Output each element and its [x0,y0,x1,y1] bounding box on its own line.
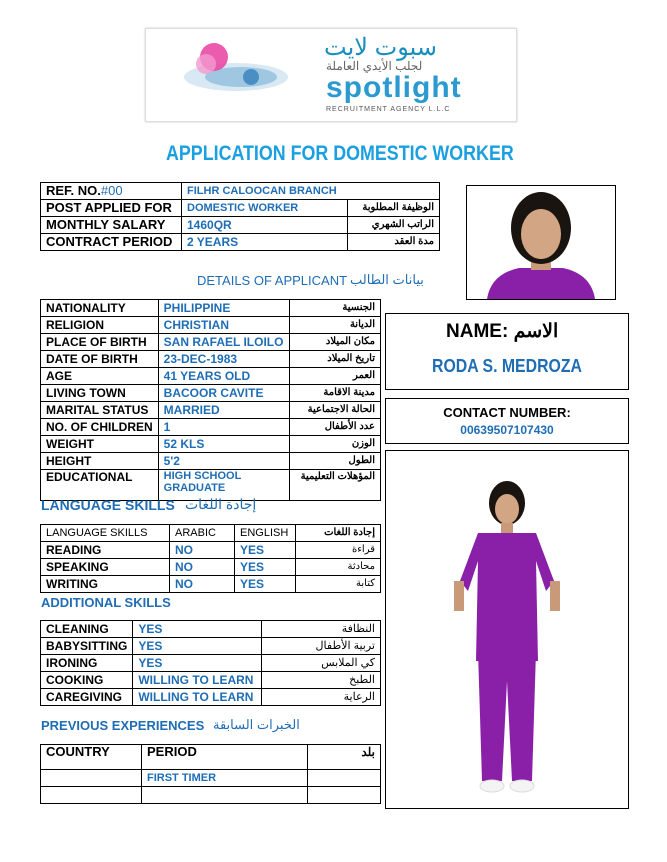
detail-row [41,385,381,402]
detail-row [41,317,381,334]
lang-arabic: NO [170,576,235,593]
add-value: WILLING TO LEARN [133,672,262,689]
lang-arabic: NO [170,559,235,576]
detail-ar: تاريخ الميلاد [289,351,380,368]
add-label: CAREGIVING [41,689,133,706]
lang-label: WRITING [41,576,170,593]
contact-label: CONTACT NUMBER: [443,405,571,420]
logo-tagline: RECRUITMENT AGENCY L.L.C [326,106,451,113]
exp-country-ar: بلد [308,745,381,770]
exp-period-label: PERIOD [142,745,308,770]
detail-ar: الوزن [289,436,380,453]
detail-row [41,436,381,453]
full-body-photo [385,450,629,809]
branch-value: FILHR CALOOCAN BRANCH [182,183,440,200]
exp-row-ar-2 [308,787,381,804]
lang-english: YES [235,576,296,593]
additional-row [41,621,381,638]
detail-row [41,419,381,436]
additional-row [41,655,381,672]
salary-value: 1460QR [182,217,348,234]
exp-row-country-2 [41,787,142,804]
detail-label: DATE OF BIRTH [41,351,159,368]
lang-ar: محادثة [296,559,381,576]
detail-ar: الطول [289,453,380,470]
detail-label: AGE [41,368,159,385]
lang-label: READING [41,542,170,559]
detail-value: SAN RAFAEL ILOILO [158,334,289,351]
post-value: DOMESTIC WORKER [182,200,348,217]
detail-label: WEIGHT [41,436,159,453]
detail-label: HEIGHT [41,453,159,470]
logo-arabic-subtext: لجلب الأيدي العاملة [326,59,423,73]
detail-value: MARRIED [158,402,289,419]
experience-heading-ar: الخبرات السابقة [213,717,300,732]
lang-header-arabic: ARABIC [170,525,235,542]
lang-header-ar: إجادة اللغات [296,525,381,542]
add-ar: الرعاية [262,689,381,706]
exp-row-period-2 [142,787,308,804]
lang-english: YES [235,542,296,559]
additional-heading: ADDITIONAL SKILLS [41,595,171,610]
detail-ar: الحالة الاجتماعية [289,402,380,419]
ref-label: REF. NO. [46,183,101,198]
detail-value: 52 KLS [158,436,289,453]
detail-value: CHRISTIAN [158,317,289,334]
language-heading-ar: إجادة اللغات [185,496,257,512]
applicant-name: RODA S. MEDROZA [432,356,582,376]
post-ar: الوظيفة المطلوبة [348,200,440,217]
experience-table [40,744,381,804]
detail-ar: العمر [289,368,380,385]
add-label: COOKING [41,672,133,689]
detail-label: PLACE OF BIRTH [41,334,159,351]
detail-ar: مدينة الاقامة [289,385,380,402]
detail-label: RELIGION [41,317,159,334]
educational-label: EDUCATIONAL [41,470,159,501]
name-box [385,313,629,390]
add-ar: النظافة [262,621,381,638]
detail-row [41,334,381,351]
detail-row [41,368,381,385]
exp-row-period: FIRST TIMER [142,770,308,787]
logo-arabic-text: سبوت لايت [324,34,437,61]
additional-row [41,689,381,706]
details-heading-ar: بيانات الطالب [350,272,424,287]
logo-brand-text: spotlight [326,71,462,104]
add-label: BABYSITTING [41,638,133,655]
educational-ar: المؤهلات التعليمية [289,470,380,501]
full-body-image [386,451,628,808]
logo-box [145,28,517,122]
experience-heading: PREVIOUS EXPERIENCES [41,718,205,733]
lang-label: SPEAKING [41,559,170,576]
portrait-photo [466,185,616,300]
page-title: APPLICATION FOR DOMESTIC WORKER [166,142,514,165]
additional-table [40,620,381,706]
contact-value: 00639507107430 [460,423,554,437]
exp-row-country [41,770,142,787]
salary-label: MONTHLY SALARY [41,217,182,234]
name-label-ar: الاسم [513,321,559,342]
contact-box [385,398,629,444]
add-label: CLEANING [41,621,133,638]
add-value: YES [133,621,262,638]
additional-row [41,638,381,655]
lang-ar: قراءة [296,542,381,559]
post-label: POST APPLIED FOR [41,200,182,217]
detail-row [41,453,381,470]
additional-row [41,672,381,689]
salary-ar: الراتب الشهري [348,217,440,234]
add-ar: الطبخ [262,672,381,689]
details-heading: DETAILS OF APPLICANT [197,273,348,288]
logo-emblem-icon [166,39,296,109]
language-table [40,524,381,593]
contract-value: 2 YEARS [182,234,348,251]
details-table [40,299,381,501]
top-info-table [40,182,440,251]
language-row [41,576,381,593]
detail-value: 1 [158,419,289,436]
lang-header-english: ENGLISH [235,525,296,542]
contract-label: CONTRACT PERIOD [41,234,182,251]
educational-value: HIGH SCHOOL GRADUATE [158,470,289,501]
detail-label: LIVING TOWN [41,385,159,402]
lang-english: YES [235,559,296,576]
contract-ar: مدة العقد [348,234,440,251]
portrait-image [467,186,615,299]
exp-country-label: COUNTRY [41,745,142,770]
ref-value: #00 [100,183,123,198]
detail-row [41,300,381,317]
detail-row [41,402,381,419]
detail-value: BACOOR CAVITE [158,385,289,402]
lang-arabic: NO [170,542,235,559]
language-heading: LANGUAGE SKILLS [41,497,175,513]
name-label [446,320,558,343]
language-row [41,559,381,576]
add-value: YES [133,638,262,655]
detail-ar: مكان الميلاد [289,334,380,351]
lang-header-label: LANGUAGE SKILLS [41,525,170,542]
add-value: YES [133,655,262,672]
detail-row [41,351,381,368]
detail-ar: الديانة [289,317,380,334]
add-value: WILLING TO LEARN [133,689,262,706]
detail-label: MARITAL STATUS [41,402,159,419]
lang-ar: كتابة [296,576,381,593]
detail-value: PHILIPPINE [158,300,289,317]
language-row [41,542,381,559]
detail-label: NO. OF CHILDREN [41,419,159,436]
detail-label: NATIONALITY [41,300,159,317]
detail-value: 23-DEC-1983 [158,351,289,368]
add-ar: تربية الأطفال [262,638,381,655]
detail-ar: الجنسية [289,300,380,317]
exp-row-ar [308,770,381,787]
add-label: IRONING [41,655,133,672]
name-label-en: NAME: [446,321,509,342]
detail-value: 41 YEARS OLD [158,368,289,385]
add-ar: كي الملابس [262,655,381,672]
detail-value: 5'2 [158,453,289,470]
detail-ar: عدد الأطفال [289,419,380,436]
